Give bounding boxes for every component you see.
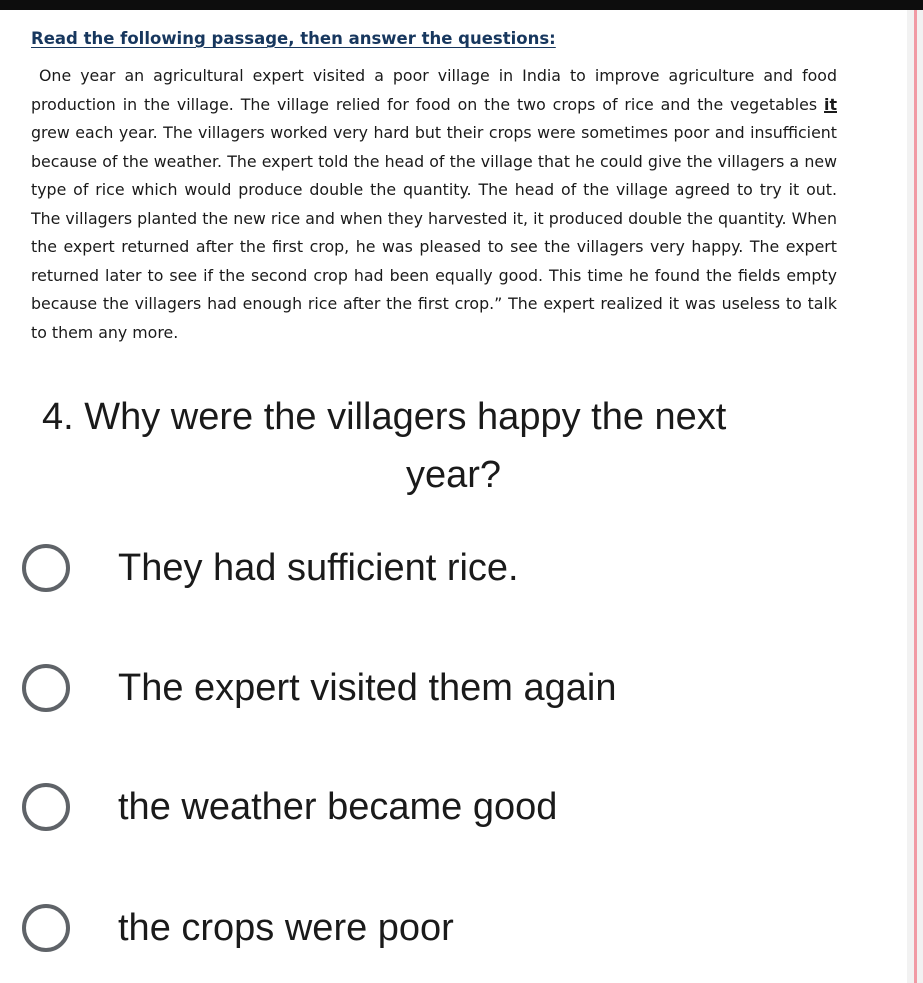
question-line-1: 4. Why were the villagers happy the next (42, 396, 727, 438)
passage-text (31, 62, 837, 347)
radio-unchecked-icon[interactable] (22, 783, 70, 831)
question-line-2: year? (405, 454, 502, 496)
passage-paragraph (31, 62, 837, 347)
radio-unchecked-icon[interactable] (22, 664, 70, 712)
radio-unchecked-icon[interactable] (22, 904, 70, 952)
top-status-bar (0, 0, 923, 10)
passage-heading: Read the following passage, then answer the questions: (31, 29, 556, 48)
passage-text-part-2: grew each year. The villagers worked very hard but their crops were sometimes poor and insufficient because of the weather. The expert told the head of the village that he could give the villagers a new type of rice which would produce double the quantity. The head of the village agreed to try it out. The villagers planted the new rice and when they harvested it, it produced double the quantity. When the expert returned after the first crop, he was pleased to see the villagers very happy. The expert returned later to see if the second crop had been equally good. This time he found the fields empty because the villagers had enough rice after the first crop.” The expert realized it was useless to talk to them any more. (31, 123, 837, 342)
option-1[interactable] (22, 538, 882, 598)
option-1-label[interactable]: They had sufficient rice. (118, 546, 519, 589)
option-2[interactable] (22, 658, 882, 718)
question-title (0, 388, 907, 504)
page-edge-accent (914, 10, 917, 983)
option-3-label[interactable]: the weather became good (118, 785, 558, 828)
passage-text-part-1: One year an agricultural expert visited a poor village in India to improve agriculture and food production in the village. The village relied for food on the two crops of rice and the vegetables (31, 66, 837, 114)
option-2-label[interactable]: The expert visited them again (118, 666, 617, 709)
option-3[interactable] (22, 777, 882, 837)
option-4-label[interactable]: the crops were poor (118, 906, 454, 949)
option-4[interactable] (22, 898, 882, 958)
radio-unchecked-icon[interactable] (22, 544, 70, 592)
passage-underlined-word: it (824, 94, 837, 114)
